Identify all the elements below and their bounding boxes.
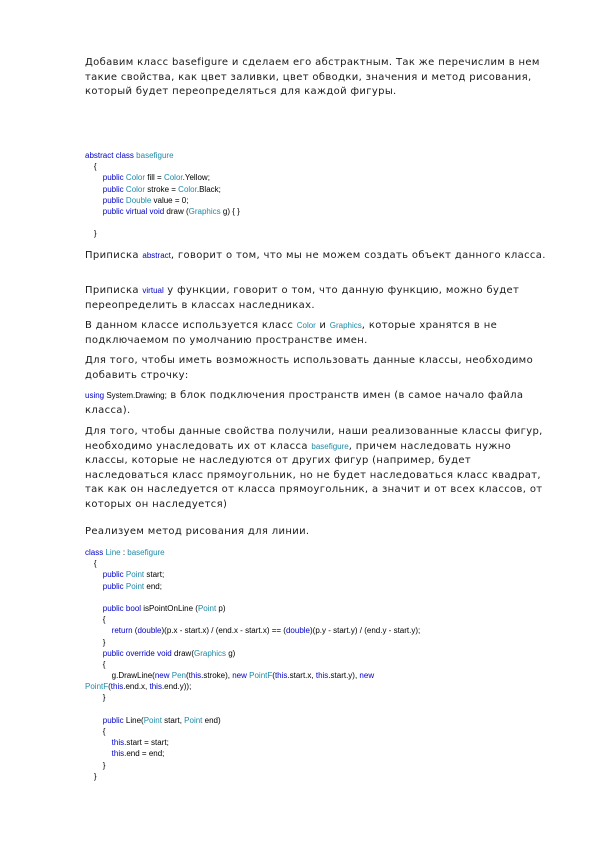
- code-line: [85, 648, 565, 659]
- code-line: [85, 603, 565, 614]
- code-line: [85, 161, 565, 172]
- code-type: Point: [125, 570, 145, 580]
- code-text: g) { }: [220, 206, 240, 216]
- using-namespace: System.Drawing;: [104, 391, 167, 400]
- code-keyword: public: [102, 603, 124, 613]
- code-text: :: [120, 548, 128, 557]
- paragraph-virtual-after: у функции, говорит о том, что данную функцию, можно будет переопределить в классах наследниках.: [85, 285, 520, 311]
- code-line: [85, 625, 565, 636]
- code-text: start,: [161, 715, 185, 725]
- paragraph-realize: Реализуем метод рисования для линии.: [85, 526, 310, 537]
- code-keyword: new: [359, 671, 375, 681]
- code-text: value = 0;: [151, 195, 189, 205]
- code-keyword: public: [102, 184, 124, 194]
- keyword-virtual: virtual: [142, 286, 164, 295]
- code-text: }: [85, 229, 97, 239]
- paragraph-classes-mid: и: [315, 320, 330, 331]
- paragraph-abstract: [85, 249, 555, 264]
- code-line: [85, 726, 565, 737]
- code-keyword: this: [149, 682, 162, 692]
- code-text: isPointOnLine (: [141, 603, 198, 613]
- code-keyword: void: [157, 648, 172, 658]
- code-keyword: this: [111, 738, 125, 748]
- paragraph-classes-after: , которые хранятся в не подключаемом по умолчанию пространстве имен.: [85, 320, 498, 346]
- code-text: stroke =: [145, 184, 179, 194]
- code-line: [85, 206, 565, 217]
- code-type: PointF: [249, 671, 273, 681]
- code-line: [85, 704, 565, 715]
- code-text: {: [85, 162, 97, 172]
- code-text: .start.x,: [287, 671, 316, 681]
- code-keyword: return: [111, 626, 133, 636]
- code-text: end): [202, 715, 221, 725]
- code-text: start;: [144, 570, 165, 580]
- code-type: PointF: [85, 682, 109, 692]
- code-keyword: public: [102, 648, 124, 658]
- code-type: basefigure: [136, 151, 174, 160]
- code-block-line: [85, 547, 565, 782]
- paragraph-abstract-after: , говорит о том, что мы не можем создать объект данного класса.: [170, 250, 546, 261]
- code-text: .end.y));: [161, 682, 192, 692]
- paragraph-classes: [85, 319, 555, 348]
- code-type: basefigure: [127, 548, 165, 557]
- code-text: .stroke),: [201, 671, 233, 681]
- code-keyword: public: [102, 715, 124, 725]
- code-type: Pen: [171, 671, 186, 681]
- code-block-basefigure: [85, 150, 565, 240]
- code-text: }: [85, 637, 106, 647]
- code-type: Double: [125, 195, 152, 205]
- paragraph-virtual-before: Приписка: [85, 285, 143, 296]
- code-text: (: [132, 626, 138, 636]
- code-text: {: [85, 727, 106, 736]
- type-color: Color: [296, 321, 316, 330]
- code-line: [85, 184, 565, 195]
- code-text: [85, 738, 112, 747]
- paragraph-using-after: в блок подключения пространств имен (в самое начало файла класса).: [85, 390, 524, 416]
- code-text: {: [85, 559, 97, 569]
- code-line: [85, 150, 565, 161]
- code-keyword: this: [274, 671, 288, 681]
- code-keyword: public: [102, 570, 124, 580]
- paragraph-using: [85, 389, 555, 418]
- code-keyword: public: [102, 581, 124, 591]
- code-type: Color: [125, 173, 146, 183]
- code-text: }: [85, 771, 97, 781]
- intro-paragraph: Добавим класс basefigure и сделаем его абстрактным. Так же перечислим в нем такие свойства, как цвет заливки, цвет обводки, значения и метод рисования, который будет переопределяться для каждой фигуры.: [85, 57, 540, 97]
- code-line: [85, 592, 565, 603]
- paragraph-inherit-after: , причем наследовать нужно классы, которые не наследуются от других фигур (например, будет наследоваться класс прямоугольник, но не будет наследоваться класс квадрат, так как он наследуется от класса прямоугольник, а значит и от всех классов, от которых он наследуется): [85, 440, 543, 510]
- code-type: Color: [178, 184, 197, 194]
- code-text: end;: [144, 581, 162, 591]
- code-text: [85, 207, 103, 216]
- code-text: {: [85, 615, 106, 625]
- code-keyword: this: [315, 671, 329, 681]
- paragraph-inherit: [85, 425, 555, 512]
- code-text: }: [85, 760, 106, 770]
- code-keyword: public: [102, 206, 124, 216]
- code-line: [85, 547, 565, 558]
- code-keyword: bool: [125, 603, 142, 613]
- code-text: .Yellow;: [182, 173, 210, 183]
- code-keyword: virtual: [125, 206, 148, 216]
- code-text: (: [108, 682, 111, 692]
- code-text: .Black;: [196, 184, 221, 194]
- code-type: Color: [125, 184, 146, 194]
- code-line: [85, 581, 565, 592]
- code-text: Line(: [123, 715, 144, 725]
- code-line: [85, 228, 565, 239]
- code-line: [85, 558, 565, 569]
- code-text: .end.x,: [123, 682, 150, 692]
- paragraph-inherit-before: Для того, чтобы данные свойства получили, наши реализованные классы фигур, необходимо унаследовать их от класса: [85, 426, 543, 452]
- code-type: Line: [105, 548, 121, 557]
- code-text: )(p.x - start.x) / (end.x - start.x) == (: [161, 626, 286, 636]
- code-line: [85, 195, 565, 206]
- code-text: [85, 749, 112, 758]
- code-text: .start = start;: [124, 738, 169, 748]
- code-text: }: [85, 693, 106, 703]
- code-line: [85, 692, 565, 703]
- code-keyword: public: [102, 173, 124, 183]
- code-text: [85, 604, 103, 613]
- code-text: g.DrawLine(: [85, 671, 155, 681]
- code-keyword: abstract: [85, 151, 114, 160]
- code-type: Point: [184, 715, 203, 725]
- code-text: (: [272, 671, 275, 681]
- code-text: [85, 196, 103, 205]
- code-keyword: new: [232, 671, 247, 681]
- code-line: [85, 172, 565, 183]
- code-keyword: public: [102, 195, 124, 205]
- code-line: [85, 670, 565, 681]
- paragraph-need-line: Для того, чтобы иметь возможность использовать данные классы, необходимо добавить строчку:: [85, 355, 534, 381]
- code-text: [85, 582, 103, 591]
- code-type: Point: [143, 715, 162, 725]
- code-line: [85, 217, 565, 228]
- code-type: Graphics: [188, 206, 221, 216]
- paragraph-classes-before: В данном классе используется класс: [85, 320, 297, 331]
- code-line: [85, 715, 565, 726]
- code-text: [85, 185, 103, 194]
- code-keyword: override: [125, 648, 155, 658]
- code-text: {: [85, 659, 106, 669]
- code-text: (: [185, 671, 189, 681]
- code-line: [85, 737, 565, 748]
- code-keyword: this: [111, 749, 125, 759]
- code-text: fill =: [145, 173, 164, 183]
- code-line: [85, 637, 565, 648]
- code-line: [85, 771, 565, 782]
- code-keyword: this: [110, 682, 124, 692]
- code-type: Graphics: [193, 648, 226, 658]
- code-line: [85, 569, 565, 580]
- code-type: Point: [197, 603, 217, 613]
- type-basefigure: basefigure: [311, 441, 349, 451]
- code-text: [85, 649, 103, 658]
- code-text: [85, 716, 103, 725]
- code-text: [85, 173, 103, 182]
- keyword-abstract: abstract: [142, 251, 171, 260]
- code-line: [85, 659, 565, 670]
- code-keyword: void: [149, 206, 165, 216]
- code-keyword: double: [285, 626, 310, 636]
- code-keyword: class: [115, 151, 134, 160]
- code-text: p): [216, 603, 226, 613]
- code-text: .end = end;: [124, 749, 165, 759]
- code-text: g): [226, 648, 236, 658]
- code-text: [85, 626, 112, 635]
- code-text: [85, 570, 103, 579]
- code-type: Point: [125, 581, 145, 591]
- code-line: [85, 614, 565, 625]
- code-keyword: class: [85, 548, 104, 557]
- code-text: .start.y),: [328, 671, 360, 681]
- code-type: Color: [163, 173, 183, 183]
- code-keyword: new: [154, 671, 170, 681]
- keyword-using: using: [85, 391, 105, 400]
- code-keyword: this: [188, 671, 202, 681]
- paragraph-virtual: [85, 284, 555, 313]
- paragraph-abstract-before: Приписка: [85, 250, 143, 261]
- code-text: draw(: [171, 648, 194, 658]
- code-text: )(p.y - start.y) / (end.y - start.y);: [310, 626, 421, 636]
- code-keyword: double: [137, 626, 162, 636]
- code-line: [85, 681, 565, 692]
- code-text: draw (: [164, 206, 189, 216]
- code-line: [85, 760, 565, 771]
- type-graphics: Graphics: [329, 321, 362, 330]
- code-line: [85, 748, 565, 759]
